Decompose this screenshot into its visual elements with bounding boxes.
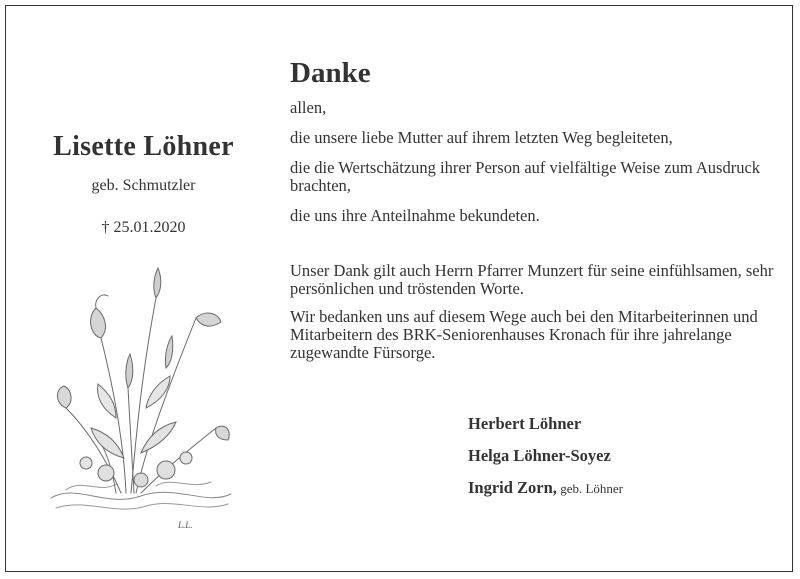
deceased-block xyxy=(26,130,261,238)
signer-name: Herbert Löhner xyxy=(468,414,582,433)
signer xyxy=(468,447,623,465)
thanks-title: Danke xyxy=(290,57,371,89)
thanks-line: allen, xyxy=(290,98,327,117)
thanks-line: die unsere liebe Mutter auf ihrem letzten Weg begleiteten, xyxy=(290,128,673,147)
signer xyxy=(468,479,623,498)
birth-name: geb. Schmutzler xyxy=(91,177,196,194)
thanks-staff: Wir bedanken uns auf diesem Wege auch bei den Mitarbeiterinnen und Mitarbeitern des BRK-Seniorenhauses Kronach für ihre jahrelange zugewandte Fürsorge. xyxy=(290,307,758,362)
notice-frame xyxy=(5,5,793,572)
artist-signature: L.L. xyxy=(178,520,193,530)
signer-note: geb. Löhner xyxy=(556,481,623,496)
signers-list xyxy=(468,415,623,512)
death-date: † 25.01.2020 xyxy=(101,219,186,236)
flower-illustration xyxy=(46,258,236,538)
signer xyxy=(468,415,623,433)
thanks-line: die die Wertschätzung ihrer Person auf vielfältige Weise zum Ausdruck brachten, xyxy=(290,158,761,195)
signer-name: Helga Löhner-Soyez xyxy=(468,446,611,465)
thanks-line: die uns ihre Anteilnahme bekundeten. xyxy=(290,206,540,225)
thanks-pastor: Unser Dank gilt auch Herrn Pfarrer Munzert für seine einfühlsamen, sehr persönlichen und tröstenden Worte. xyxy=(290,261,774,298)
signer-name: Ingrid Zorn, xyxy=(468,478,557,497)
thanks-text xyxy=(290,56,780,362)
deceased-name: Lisette Löhner xyxy=(53,131,234,162)
